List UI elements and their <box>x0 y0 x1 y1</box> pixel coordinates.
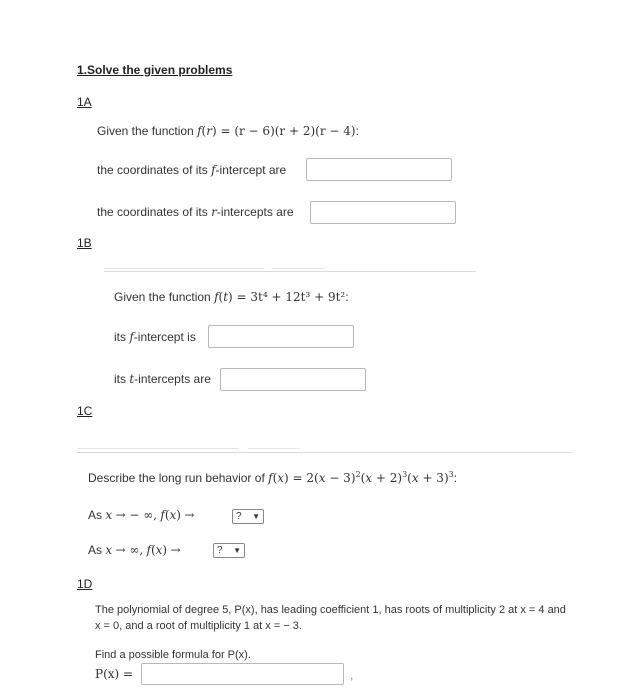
prompt-text: Describe the long run behavior of <box>88 471 269 485</box>
divider <box>272 268 326 269</box>
section-1a-prompt: Given the function f(r) = (r − 6)(r + 2)(r − 4): <box>97 124 359 138</box>
row-arrow: → <box>170 543 181 557</box>
func-expression: (r − 6)(r + 2)(r − 4) <box>234 124 356 138</box>
row-lead: As <box>88 508 106 522</box>
section-1a-q2 <box>97 205 294 219</box>
q2-prefix: the coordinates of its <box>97 205 212 219</box>
q1-suffix: -intercept is <box>133 330 196 344</box>
section-1b-q2 <box>114 372 211 386</box>
divider <box>77 448 239 449</box>
chevron-down-icon: ▼ <box>252 512 260 521</box>
q1-prefix: its <box>114 330 130 344</box>
find-formula-text: Find a possible formula for P(x). <box>95 649 251 661</box>
q2-prefix: its <box>114 372 130 386</box>
func-var: t <box>223 290 229 304</box>
f-intercept-input[interactable] <box>306 158 452 181</box>
prompt-suffix: : <box>345 290 349 304</box>
section-1b-label: 1B <box>77 236 92 250</box>
q1-var: f <box>129 330 134 344</box>
long-run-row-pos: As x → ∞, f(x) → <box>88 543 181 557</box>
row-func: f <box>160 508 165 522</box>
func-name: f <box>268 471 273 485</box>
section-1a-label: 1A <box>77 95 92 109</box>
q1-var: f <box>211 163 216 177</box>
problem-text-line2: x = 0, and a root of multiplicity 1 at x = − 3. <box>95 620 302 632</box>
row-limit: → − ∞, <box>115 508 158 522</box>
section-1b-q1 <box>114 330 196 344</box>
q2-var: t <box>129 372 135 386</box>
prompt-suffix: : <box>355 124 359 138</box>
q2-suffix: -intercepts are <box>216 205 294 219</box>
section-1a-q1 <box>97 163 286 177</box>
prompt-text: Given the function <box>114 290 215 304</box>
chevron-down-icon: ▼ <box>233 546 241 555</box>
q1-suffix: -intercept are <box>215 163 287 177</box>
divider <box>104 271 476 272</box>
f-intercept-input-1b[interactable] <box>208 325 354 348</box>
pos-infinity-select[interactable] <box>213 543 245 558</box>
row-func: f <box>146 543 151 557</box>
long-run-row-neg: As x → − ∞, f(x) → <box>88 508 195 522</box>
row-var: x <box>105 543 113 557</box>
row-func-var: x <box>169 508 177 522</box>
divider <box>77 452 572 453</box>
func-name: f <box>214 290 219 304</box>
row-lead: As <box>88 543 106 557</box>
select-value: ? <box>236 511 242 522</box>
prompt-text: Given the function <box>97 124 198 138</box>
section-1c-prompt: Describe the long run behavior of $f(x) = 2(x - 3)^2(x + 2)^3(x + 3)^3$: <box>88 470 458 485</box>
polynomial-formula-input[interactable] <box>141 663 344 685</box>
q2-suffix: -intercepts are <box>134 372 211 386</box>
q2-var: r <box>211 205 217 219</box>
row-var: x <box>105 508 113 522</box>
section-1c-label: 1C <box>77 404 93 418</box>
section-1d-label: 1D <box>77 577 93 591</box>
neg-infinity-select[interactable] <box>232 509 264 524</box>
row-limit: → ∞, <box>115 543 144 557</box>
answer-label: P(x) = <box>95 667 134 681</box>
select-value: ? <box>217 545 223 556</box>
func-var: x <box>277 471 285 485</box>
func-expression: 3t⁴ + 12t³ + 9t² <box>250 290 346 304</box>
problem-text-line1: The polynomial of degree 5, P(x), has leading coefficient 1, has roots of multiplicity 2 at x = 4 and <box>95 604 566 616</box>
trailing-comma: , <box>350 668 354 682</box>
divider <box>104 268 264 269</box>
row-arrow: → <box>184 508 195 522</box>
func-name: f <box>197 124 202 138</box>
q1-prefix: the coordinates of its <box>97 163 212 177</box>
func-var: r <box>206 124 212 138</box>
divider <box>248 448 300 449</box>
page-title: 1.Solve the given problems <box>77 63 233 77</box>
row-func-var: x <box>155 543 163 557</box>
section-1b-prompt: Given the function f(t) = 3t⁴ + 12t³ + 9t²: <box>114 290 349 304</box>
prompt-suffix: : <box>453 471 458 485</box>
t-intercepts-input[interactable] <box>220 368 366 391</box>
r-intercepts-input[interactable] <box>310 201 456 224</box>
